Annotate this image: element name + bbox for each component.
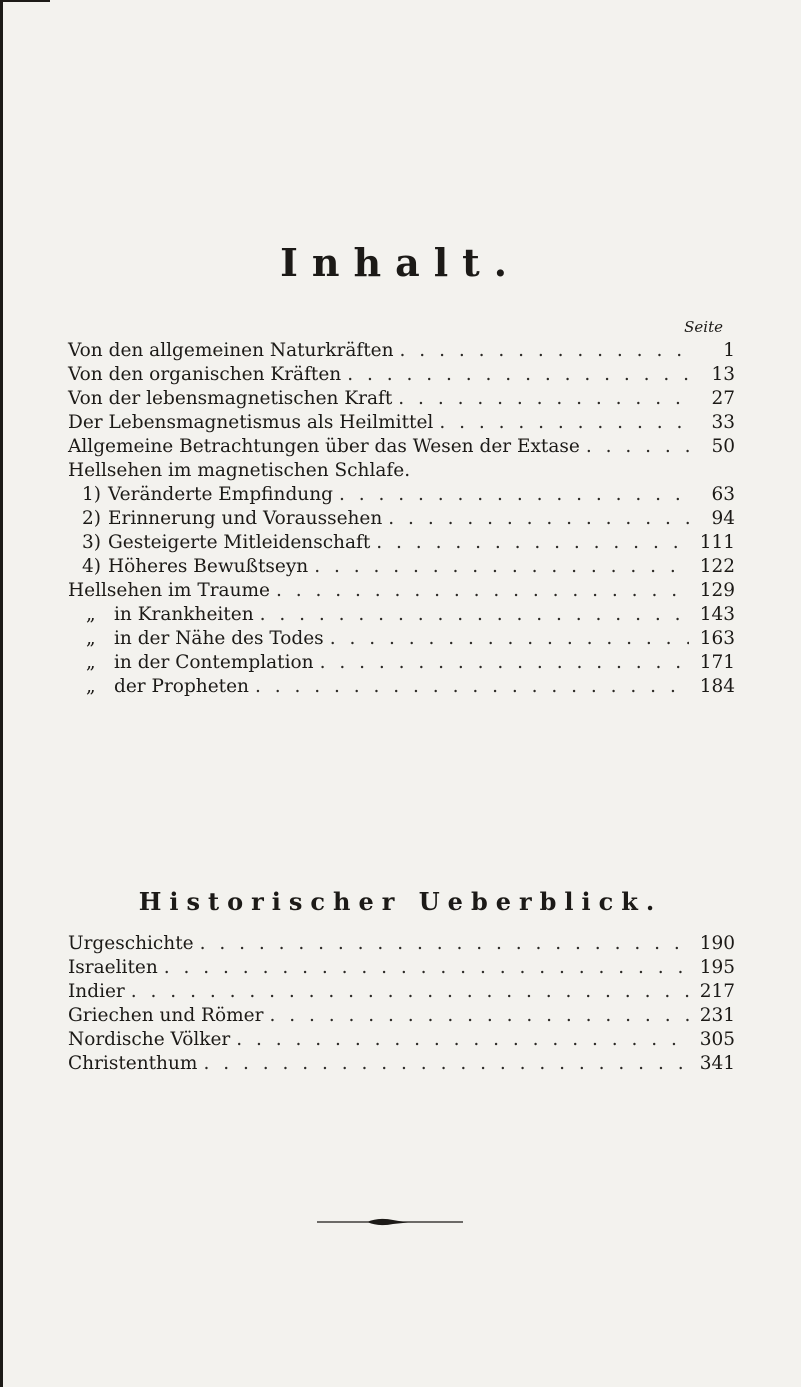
toc-page-number: 111: [699, 532, 735, 553]
toc-entry-label: Nordische Völker: [68, 1029, 231, 1050]
leader-dots: [314, 555, 689, 579]
page-edge: [0, 0, 3, 1387]
ditto-mark: „: [86, 652, 96, 673]
ditto-mark: „: [86, 676, 96, 697]
leader-dots: [398, 387, 689, 411]
toc-entry[interactable]: [68, 483, 735, 507]
toc-entry[interactable]: [68, 627, 735, 651]
page-edge-top: [0, 0, 50, 2]
page-title: Inhalt.: [280, 240, 521, 285]
table-of-contents-historical: [68, 932, 735, 1076]
ditto-mark: „: [86, 628, 96, 649]
toc-entry[interactable]: [68, 980, 735, 1004]
toc-entry[interactable]: [68, 387, 735, 411]
toc-entry-number: 4): [82, 556, 101, 577]
toc-entry[interactable]: [68, 363, 735, 387]
toc-page-number: 217: [699, 981, 735, 1002]
toc-page-number: 341: [699, 1053, 735, 1074]
toc-page-number: 63: [711, 484, 735, 505]
toc-entry-label: Von der lebensmagnetischen Kraft: [68, 388, 393, 409]
leader-dots: [164, 956, 689, 980]
leader-dots: [260, 603, 689, 627]
toc-entry-label: in Krankheiten: [114, 604, 254, 625]
toc-entry-label: Veränderte Empfindung: [108, 484, 333, 505]
toc-page-number: 1: [723, 340, 735, 361]
toc-page-number: 163: [699, 628, 735, 649]
toc-entry-label: Griechen und Römer: [68, 1005, 264, 1026]
toc-entry[interactable]: [68, 1004, 735, 1028]
toc-entry-number: 3): [82, 532, 101, 553]
toc-subheading: Hellsehen im magnetischen Schlafe.: [68, 460, 411, 481]
toc-entry-label: Von den allgemeinen Naturkräften: [68, 340, 394, 361]
toc-entry[interactable]: [68, 603, 735, 627]
toc-entry[interactable]: [68, 1028, 735, 1052]
leader-dots: [586, 435, 689, 459]
toc-entry-number: 2): [82, 508, 101, 529]
toc-entry-number: 1): [82, 484, 101, 505]
toc-page-number: 231: [699, 1005, 735, 1026]
toc-entry[interactable]: [68, 339, 735, 363]
toc-page-number: 195: [699, 957, 735, 978]
toc-entry-label: Erinnerung und Voraussehen: [108, 508, 383, 529]
toc-entry[interactable]: [68, 555, 735, 579]
toc-page-number: 33: [711, 412, 735, 433]
leader-dots: [339, 483, 689, 507]
toc-entry[interactable]: [68, 411, 735, 435]
toc-entry[interactable]: [68, 651, 735, 675]
toc-page-number: 143: [699, 604, 735, 625]
leader-dots: [347, 363, 689, 387]
leader-dots: [320, 651, 689, 675]
toc-entry-label: Israeliten: [68, 957, 158, 978]
leader-dots: [269, 1004, 689, 1028]
leader-dots: [255, 675, 689, 699]
toc-page-number: 27: [711, 388, 735, 409]
toc-entry-label: Von den organischen Kräften: [68, 364, 342, 385]
leader-dots: [330, 627, 689, 651]
toc-entry[interactable]: [68, 956, 735, 980]
toc-entry-label: Urgeschichte: [68, 933, 194, 954]
toc-entry-label: in der Nähe des Todes: [114, 628, 324, 649]
toc-page-number: 122: [699, 556, 735, 577]
toc-page-number: 190: [699, 933, 735, 954]
table-of-contents: [68, 339, 735, 699]
toc-entry-label: Gesteigerte Mitleidenschaft: [108, 532, 371, 553]
toc-page-number: 94: [711, 508, 735, 529]
toc-entry[interactable]: [68, 932, 735, 956]
toc-page-number: 184: [699, 676, 735, 697]
toc-entry[interactable]: [68, 675, 735, 699]
toc-entry-label: Allgemeine Betrachtungen über das Wesen der Extase: [68, 436, 580, 457]
section-title: Historischer Ueberblick.: [138, 887, 663, 916]
toc-entry[interactable]: [68, 531, 735, 555]
ditto-mark: „: [86, 604, 96, 625]
toc-entry-label: Indier: [68, 981, 125, 1002]
toc-entry-label: Höheres Bewußtseyn: [108, 556, 309, 577]
toc-page-number: 129: [699, 580, 735, 601]
toc-entry-label: Hellsehen im Traume: [68, 580, 270, 601]
toc-page-number: 50: [711, 436, 735, 457]
leader-dots: [439, 411, 689, 435]
toc-page-number: 305: [699, 1029, 735, 1050]
leader-dots: [236, 1028, 689, 1052]
leader-dots: [131, 980, 689, 1004]
leader-dots: [400, 339, 689, 363]
page-column-header: Seite: [684, 318, 723, 336]
leader-dots: [276, 579, 689, 603]
leader-dots: [203, 1052, 689, 1076]
leader-dots: [376, 531, 689, 555]
toc-entry[interactable]: [68, 435, 735, 459]
toc-entry-label: der Propheten: [114, 676, 249, 697]
toc-entry-label: in der Contemplation: [114, 652, 314, 673]
toc-entry[interactable]: [68, 579, 735, 603]
leader-dots: [388, 507, 689, 531]
toc-page-number: 171: [699, 652, 735, 673]
leader-dots: [200, 932, 689, 956]
ornament-divider-icon: [315, 1216, 465, 1228]
toc-entry[interactable]: [68, 1052, 735, 1076]
toc-entry-label: Der Lebensmagnetismus als Heilmittel: [68, 412, 434, 433]
toc-page-number: 13: [711, 364, 735, 385]
toc-entry[interactable]: [68, 507, 735, 531]
toc-entry-label: Christenthum: [68, 1053, 198, 1074]
